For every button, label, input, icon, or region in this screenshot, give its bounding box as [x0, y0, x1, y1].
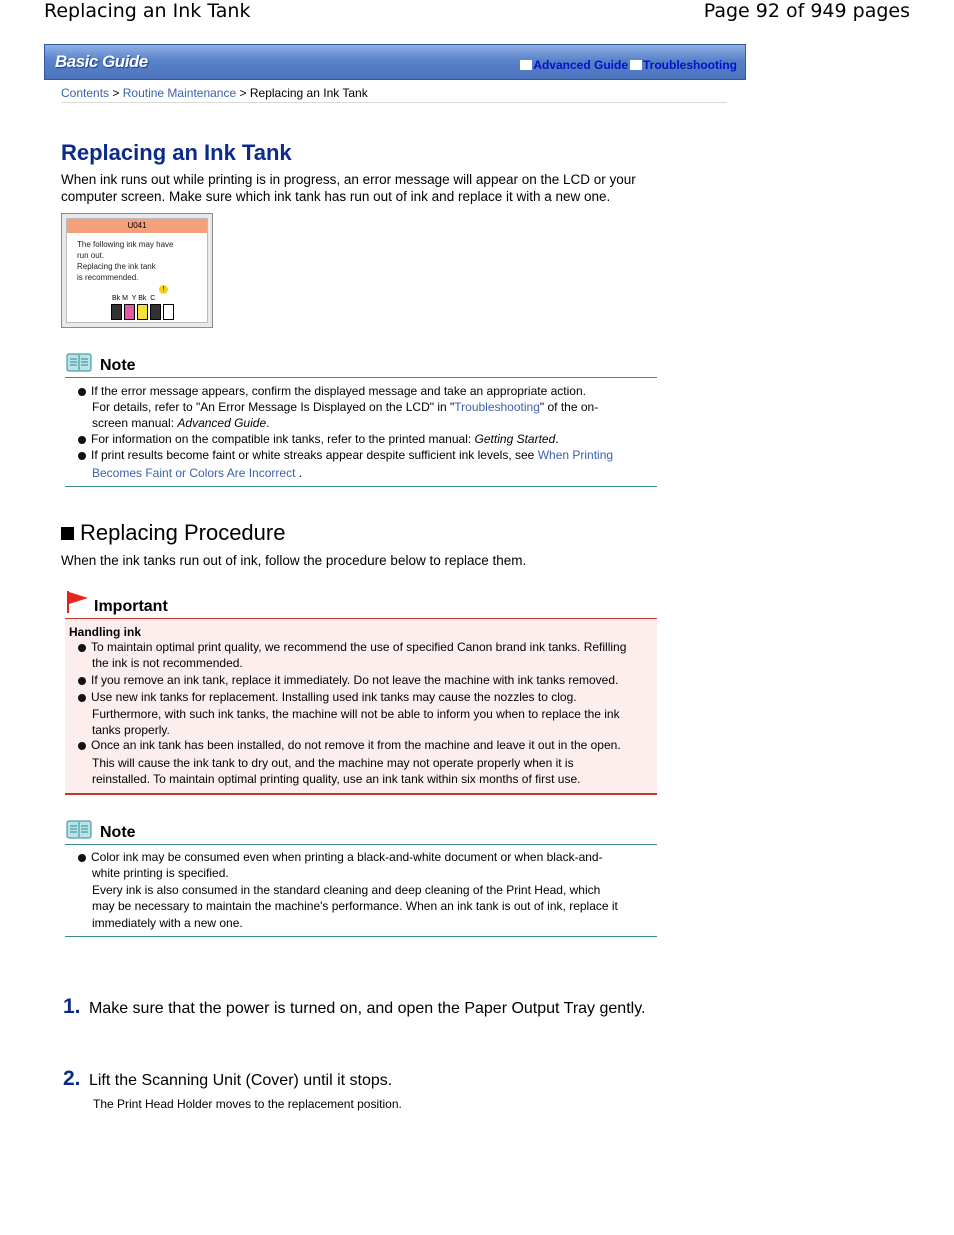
note-text-line [92, 465, 302, 481]
note-bullet [78, 849, 603, 865]
intro-line: When ink runs out while printing is in progress, an error message will appear on the LCD or your [61, 172, 636, 187]
important-text: This will cause the ink tank to dry out, and the machine may not operate properly when it is [92, 756, 574, 770]
note-divider [65, 936, 657, 937]
note-text: . [555, 432, 559, 446]
note-title: Note [100, 824, 136, 841]
lcd-line: Replacing the ink tank [77, 262, 156, 271]
faint-colors-link[interactable]: Becomes Faint or Colors Are Incorrect [92, 466, 296, 480]
important-text: To maintain optimal print quality, we recommend the use of specified Canon brand ink tanks. Refilling [91, 640, 627, 654]
note-text: Color ink may be consumed even when printing a black-and-white document or when black-and- [91, 850, 603, 864]
important-bullet [78, 689, 577, 705]
lcd-line: is recommended. [77, 273, 139, 282]
step-1 [63, 995, 645, 1019]
manual-name: Advanced Guide [177, 416, 267, 430]
note-divider [65, 486, 657, 487]
important-subhead: Handling ink [69, 625, 141, 639]
note-text: For information on the compatible ink tanks, refer to the printed manual: [91, 432, 472, 446]
breadcrumb-sep: > [112, 86, 120, 100]
note-text: If print results become faint or white streaks appear despite sufficient ink levels, see [91, 448, 535, 462]
note-bullet [78, 383, 586, 399]
page-title: Replacing an Ink Tank [61, 140, 292, 165]
breadcrumb-contents[interactable]: Contents [61, 86, 110, 100]
troubleshooting-label: Troubleshooting [643, 58, 737, 72]
note-text: If the error message appears, confirm the displayed message and take an appropriate action. [91, 384, 586, 398]
lcd-error-code: U041 [67, 219, 207, 233]
note-book-icon [66, 820, 92, 839]
step-number: 2. [63, 1067, 81, 1090]
step-number: 1. [63, 995, 81, 1018]
breadcrumb-current: Replacing an Ink Tank [249, 86, 368, 100]
note-text: " of the on- [539, 400, 599, 414]
important-text: the ink is not recommended. [92, 656, 243, 670]
important-text: tanks properly. [92, 723, 170, 737]
faint-colors-link[interactable]: When Printing [537, 448, 614, 462]
banner-title: Basic Guide [55, 52, 148, 71]
lcd-screen [66, 218, 208, 323]
lcd-line: The following ink may have [77, 240, 174, 249]
step-text: Lift the Scanning Unit (Cover) until it stops. [88, 1072, 393, 1089]
important-text: reinstalled. To maintain optimal printing quality, use an ink tank within six months of first use. [92, 772, 581, 786]
note-book-icon [66, 353, 92, 372]
step-2 [63, 1067, 392, 1091]
note-bullet [78, 447, 613, 463]
square-icon [520, 60, 532, 70]
advanced-guide-label: Advanced Guide [533, 58, 628, 72]
red-flag-icon [66, 590, 90, 619]
breadcrumb-routine[interactable]: Routine Maintenance [122, 86, 237, 100]
troubleshooting-inline-link[interactable]: Troubleshooting [454, 400, 540, 414]
square-bullet-icon [61, 527, 74, 540]
important-text: Furthermore, with such ink tanks, the machine will not be able to inform you when to replace the ink [92, 707, 620, 721]
important-text: Use new ink tanks for replacement. Installing used ink tanks may cause the nozzles to clog. [91, 690, 577, 704]
square-icon [630, 60, 642, 70]
lcd-ink-labels: Bk M Y Bk C [112, 295, 156, 302]
note-text: screen manual: [92, 416, 175, 430]
section-intro: When the ink tanks run out of ink, follow the procedure below to replace them. [61, 553, 527, 568]
note-divider [65, 377, 657, 378]
section-title: Replacing Procedure [80, 520, 286, 545]
note-bullet [78, 431, 559, 447]
intro-line: computer screen. Make sure which ink tank has run out of ink and replace it with a new one. [61, 189, 611, 204]
page-header-pageinfo: Page 92 of 949 pages [703, 0, 910, 22]
breadcrumb [61, 86, 368, 100]
note-text-line [92, 399, 598, 415]
note-text: For details, refer to "An Error Message Is Displayed on the LCD" in " [92, 400, 455, 414]
note-text: . [298, 466, 303, 480]
step-text: Make sure that the power is turned on, and open the Paper Output Tray gently. [88, 1000, 646, 1017]
important-text: If you remove an ink tank, replace it immediately. Do not leave the machine with ink tanks removed. [91, 673, 619, 687]
note-text: immediately with a new one. [92, 916, 243, 930]
step-2-subtext: The Print Head Holder moves to the replacement position. [93, 1097, 402, 1111]
note-title: Note [100, 357, 136, 374]
note-text: . [266, 416, 270, 430]
warning-icon: ! [159, 285, 168, 294]
breadcrumb-divider [61, 102, 727, 103]
ink-tanks-icon [111, 304, 174, 320]
important-bullet [78, 672, 618, 688]
banner-links [520, 58, 737, 72]
important-bullet [78, 737, 621, 753]
important-text: Once an ink tank has been installed, do not remove it from the machine and leave it out in the open. [91, 738, 621, 752]
note-text: white printing is specified. [92, 866, 229, 880]
lcd-line: run out. [77, 251, 105, 260]
lcd-message [77, 239, 174, 283]
manual-name: Getting Started [474, 432, 556, 446]
important-title: Important [94, 598, 168, 615]
page-header-title: Replacing an Ink Tank [44, 0, 251, 22]
lcd-error-image [61, 213, 213, 328]
note-text-line [92, 415, 269, 431]
guide-banner [44, 44, 746, 80]
section-heading [61, 520, 285, 546]
important-bullet [78, 639, 626, 655]
note-text: Every ink is also consumed in the standard cleaning and deep cleaning of the Print Head, which [92, 883, 601, 897]
note-divider [65, 844, 657, 845]
troubleshooting-link[interactable] [630, 58, 737, 72]
note-text: may be necessary to maintain the machine's performance. When an ink tank is out of ink, replace it [92, 899, 618, 913]
advanced-guide-link[interactable] [520, 58, 628, 72]
breadcrumb-sep: > [239, 86, 247, 100]
